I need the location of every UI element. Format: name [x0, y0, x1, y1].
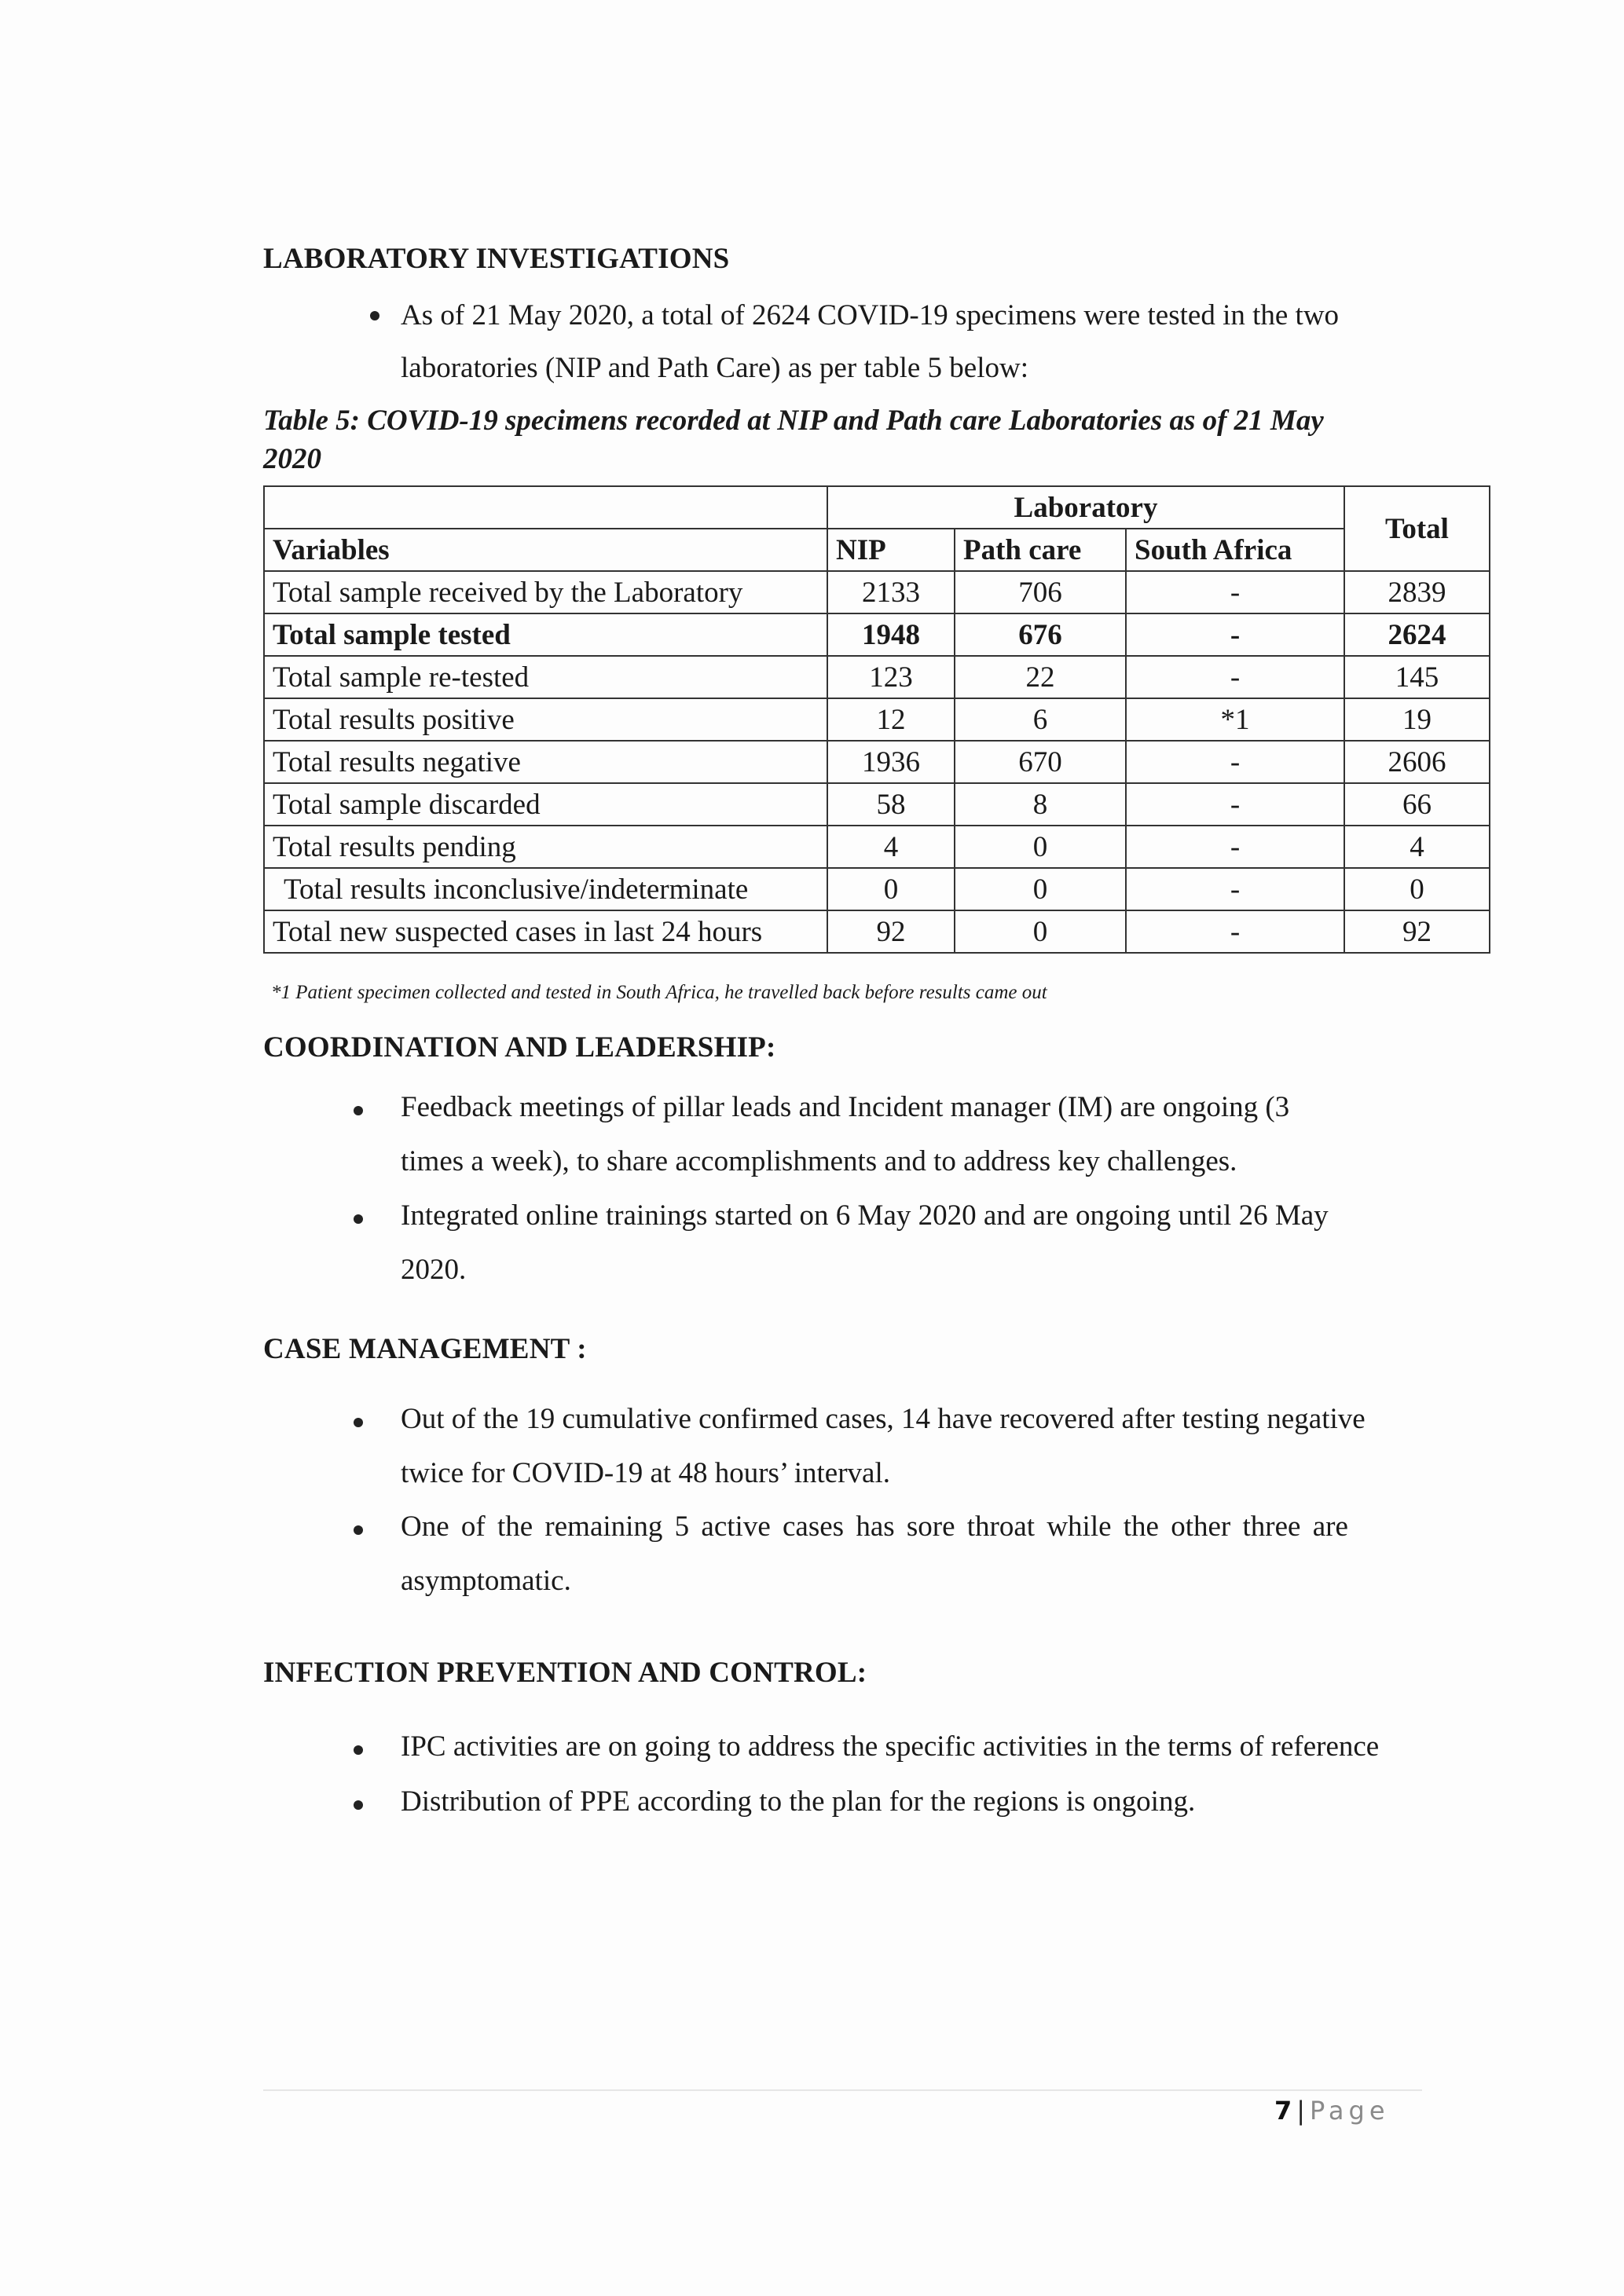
row-label: Total sample re-tested [264, 656, 827, 698]
page-number-value: 7 [1274, 2096, 1292, 2126]
cell-south-africa: - [1126, 571, 1344, 613]
case-bullet-2-line-1: One of the remaining 5 active cases has sore throat while the other three are [401, 1511, 1348, 1543]
cell-pathcare: 676 [955, 613, 1126, 656]
coordination-bullet-2-line-2: 2020. [401, 1254, 467, 1286]
cell-south-africa: - [1126, 741, 1344, 783]
laboratory-table [263, 485, 1490, 954]
bullet-icon [370, 311, 379, 320]
table-row [264, 613, 1490, 656]
heading-coordination-leadership: COORDINATION AND LEADERSHIP: [263, 1031, 776, 1064]
bullet-icon [354, 1418, 363, 1427]
heading-case-management: CASE MANAGEMENT : [263, 1333, 587, 1365]
cell-south-africa: - [1126, 783, 1344, 826]
bullet-icon [354, 1106, 363, 1115]
table-row [264, 571, 1490, 613]
bullet-icon [354, 1214, 363, 1224]
table-header-pathcare: Path care [955, 529, 1126, 571]
row-label: Total results positive [264, 698, 827, 741]
case-bullet-2-line-2: asymptomatic. [401, 1565, 571, 1597]
bullet-icon [354, 1745, 363, 1755]
cell-pathcare: 22 [955, 656, 1126, 698]
cell-total: 4 [1344, 826, 1490, 868]
footer-divider [263, 2089, 1422, 2091]
heading-laboratory-investigations: LABORATORY INVESTIGATIONS [263, 243, 730, 275]
cell-total: 19 [1344, 698, 1490, 741]
table-header-laboratory: Laboratory [827, 486, 1344, 529]
row-label: Total results inconclusive/indeterminate [264, 868, 827, 910]
cell-total: 2606 [1344, 741, 1490, 783]
cell-nip: 0 [827, 868, 955, 910]
cell-total: 66 [1344, 783, 1490, 826]
table-row [264, 868, 1490, 910]
case-bullet-1-line-1: Out of the 19 cumulative confirmed cases, 14 have recovered after testing negative [401, 1403, 1366, 1435]
page-label: Page [1310, 2096, 1390, 2126]
cell-pathcare: 670 [955, 741, 1126, 783]
lab-bullet-1-line-2: laboratories (NIP and Path Care) as per table 5 below: [401, 352, 1029, 384]
row-label: Total new suspected cases in last 24 hours [264, 910, 827, 953]
cell-pathcare: 0 [955, 868, 1126, 910]
cell-total: 92 [1344, 910, 1490, 953]
row-label: Total sample received by the Laboratory [264, 571, 827, 613]
table-header-nip: NIP [827, 529, 955, 571]
cell-nip: 123 [827, 656, 955, 698]
table-row [264, 826, 1490, 868]
cell-nip: 1948 [827, 613, 955, 656]
cell-pathcare: 0 [955, 826, 1126, 868]
cell-nip: 92 [827, 910, 955, 953]
cell-pathcare: 8 [955, 783, 1126, 826]
cell-total: 2624 [1344, 613, 1490, 656]
cell-pathcare: 6 [955, 698, 1126, 741]
page-number [1274, 2096, 1390, 2126]
row-label: Total results pending [264, 826, 827, 868]
cell-total: 2839 [1344, 571, 1490, 613]
table-row [264, 741, 1490, 783]
cell-nip: 1936 [827, 741, 955, 783]
cell-south-africa: *1 [1126, 698, 1344, 741]
ipc-bullet-1: IPC activities are on going to address the specific activities in the terms of reference [401, 1730, 1380, 1763]
cell-south-africa: - [1126, 613, 1344, 656]
row-label: Total sample discarded [264, 783, 827, 826]
bullet-icon [354, 1800, 363, 1810]
lab-bullet-1-line-1: As of 21 May 2020, a total of 2624 COVID-19 specimens were tested in the two [401, 299, 1340, 331]
cell-total: 145 [1344, 656, 1490, 698]
table-row [264, 656, 1490, 698]
cell-south-africa: - [1126, 910, 1344, 953]
cell-pathcare: 0 [955, 910, 1126, 953]
table-row [264, 783, 1490, 826]
bullet-icon [354, 1525, 363, 1535]
table-footnote: *1 Patient specimen collected and tested in South Africa, he travelled back before results came out [271, 982, 1047, 1003]
cell-nip: 4 [827, 826, 955, 868]
table-row [264, 910, 1490, 953]
cell-pathcare: 706 [955, 571, 1126, 613]
table-caption-line-1: Table 5: COVID-19 specimens recorded at NIP and Path care Laboratories as of 21 May [263, 405, 1324, 437]
cell-nip: 2133 [827, 571, 955, 613]
page-number-separator: | [1296, 2096, 1306, 2126]
coordination-bullet-1-line-1: Feedback meetings of pillar leads and Incident manager (IM) are ongoing (3 [401, 1091, 1290, 1123]
cell-south-africa: - [1126, 826, 1344, 868]
cell-nip: 12 [827, 698, 955, 741]
heading-infection-prevention-control: INFECTION PREVENTION AND CONTROL: [263, 1657, 867, 1689]
row-label: Total sample tested [264, 613, 827, 656]
coordination-bullet-2-line-1: Integrated online trainings started on 6 May 2020 and are ongoing until 26 May [401, 1199, 1329, 1232]
table-row [264, 698, 1490, 741]
table-header-empty [264, 486, 827, 529]
ipc-bullet-2: Distribution of PPE according to the plan for the regions is ongoing. [401, 1785, 1196, 1818]
table-header-variables: Variables [264, 529, 827, 571]
coordination-bullet-1-line-2: times a week), to share accomplishments and to address key challenges. [401, 1145, 1237, 1177]
cell-total: 0 [1344, 868, 1490, 910]
cell-south-africa: - [1126, 868, 1344, 910]
case-bullet-1-line-2: twice for COVID-19 at 48 hours’ interval. [401, 1457, 891, 1489]
table-caption-line-2: 2020 [263, 443, 321, 475]
table-header-total: Total [1344, 486, 1490, 571]
cell-south-africa: - [1126, 656, 1344, 698]
table-header-south-africa: South Africa [1126, 529, 1344, 571]
cell-nip: 58 [827, 783, 955, 826]
row-label: Total results negative [264, 741, 827, 783]
